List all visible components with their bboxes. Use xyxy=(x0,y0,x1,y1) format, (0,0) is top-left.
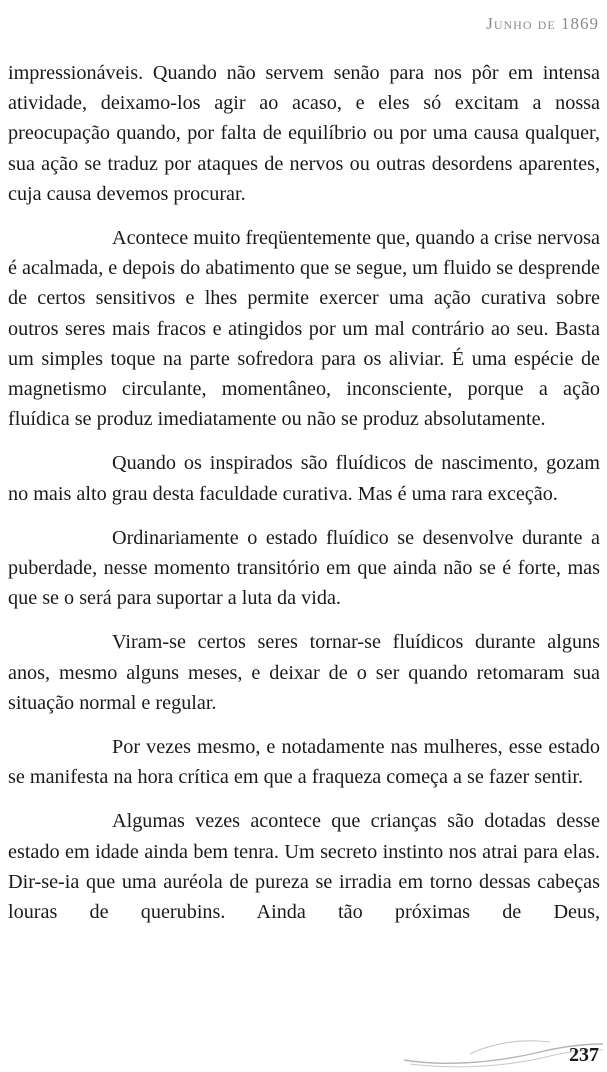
page-number: 237 xyxy=(569,1044,599,1066)
paragraph-1: impressionáveis. Quando não servem senão para nos pôr em intensa atividade, deixamo-los agir ao acaso, e eles só excitam a nossa preocupação quando, por falta de equilíbrio ou por uma causa qualquer, sua ação se traduz por ataques de nervos ou outras desordens aparentes, cuja causa devemos procurar. xyxy=(8,62,600,205)
paragraph-4: Ordinariamente o estado fluídico se desenvolve durante a puberdade, nesse momento transitório em que ainda não se é forte, mas que se o será para suportar a luta da vida. xyxy=(8,526,600,610)
paragraph-7: Algumas vezes acontece que crianças são dotadas desse estado em idade ainda bem tenra. Um secreto instinto nos atrai para elas. Dir-se-ia que uma auréola de pureza se irradia em torno dessas cabeças louras de querubins. Ainda tão próximas de Deus, xyxy=(8,810,600,924)
paragraph-6: Por vezes mesmo, e notadamente nas mulheres, esse estado se manifesta na hora crítica em que a fraqueza começa a se fazer sentir. xyxy=(8,736,600,789)
paragraph-5: Viram-se certos seres tornar-se fluídicos durante alguns anos, mesmo alguns meses, e deixar de o ser quando retomaram sua situação normal e regular. xyxy=(8,631,600,714)
body-text xyxy=(8,58,600,927)
running-header: Junho de 1869 xyxy=(486,14,599,33)
page-footer xyxy=(0,1030,607,1072)
paragraph-3: Quando os inspirados são fluídicos de nascimento, gozam no mais alto grau desta faculdade curativa. Mas é uma rara exceção. xyxy=(8,452,600,505)
paragraph-2: Acontece muito freqüentemente que, quando a crise nervosa é acalmada, e depois do abatimento que se segue, um fluido se desprende de certos sensitivos e lhes permite exercer uma ação curativa sobre outros seres mais fracos e atingidos por um mal contrário ao seu. Basta um simples toque na parte sofredora para os aliviar. É uma espécie de magnetismo circulante, momentâneo, inconsciente, porque a ação fluídica se produz imediatamente ou não se produz absolutamente. xyxy=(8,227,600,431)
